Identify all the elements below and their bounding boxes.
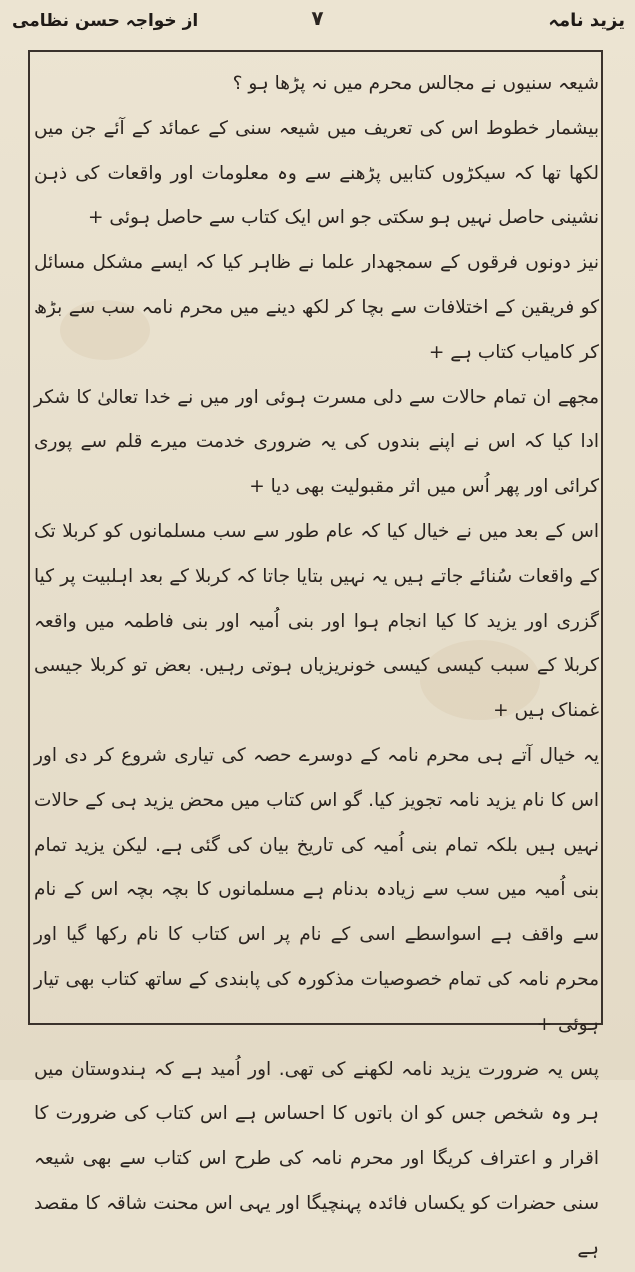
paragraph: مجھے ان تمام حالات سے دلی مسرت ہوئی اور میں نے خدا تعالیٰ کا شکر ادا کیا کہ اس نے اپنے بندوں کی یہ ضروری خدمت میرے قلم سے پوری کرائی اور پھر اُس میں اثر مقبولیت بھی دیا + xyxy=(34,386,599,498)
paragraph: شیعہ سنیوں نے مجالس محرم میں نہ پڑھا ہو ؟ xyxy=(232,73,599,94)
paragraph: نیز دونوں فرقوں کے سمجھدار علما نے ظاہر کیا کہ ایسے مشکل مسائل کو فریقین کے اختلافات سے بچا کر لکھ دینے میں محرم نامہ سب سے بڑھ کر کامیاب کتاب ہے + xyxy=(34,252,599,363)
page-header xyxy=(0,0,635,44)
running-title: یزید نامہ xyxy=(548,10,625,31)
paragraph: بیشمار خطوط اس کی تعریف میں شیعہ سنی کے عمائد کے آئے جن میں لکھا تھا کہ سیکڑوں کتابیں پڑھنے سے وہ معلومات اور واقعات کی ذہن نشینی حاصل نہیں ہو سکتی جو اس ایک کتاب سے حاصل ہوئی + xyxy=(34,117,599,229)
body-text xyxy=(34,62,599,1259)
paragraph: پس یہ ضرورت یزید نامہ لکھنے کی تھی. اور اُمید ہے کہ ہندوستان میں ہر وہ شخص جس کو ان باتوں کا احساس ہے اس کتاب کی ضرورت کا اقرار و اعتراف کریگا اور محرم نامہ کی طرح اس کتاب سے بھی شیعہ سنی حضرات کو یکساں فائدہ پہنچیگا اور یہی اس محنت شاقہ کا مقصد ہے xyxy=(34,1058,599,1259)
page-number: ۷ xyxy=(311,6,324,30)
running-author: از خواجہ حسن نظامی xyxy=(12,11,199,31)
paragraph: اس کے بعد میں نے خیال کیا کہ عام طور سے سب مسلمانوں کو کربلا تک کے واقعات سُنائے جاتے ہیں یہ نہیں بتایا جاتا کہ کربلا کے بعد اہلبیت پر کیا گزری اور یزید کا کیا انجام ہوا اور بنی اُمیہ اور بنی فاطمہ میں واقعہ کربلا کے سبب کیسی کیسی خونریزیاں ہوتی رہیں. بعض تو کربلا جیسی غمناک ہیں + xyxy=(34,520,599,722)
paragraph: یہ خیال آتے ہی محرم نامہ کے دوسرے حصہ کی تیاری شروع کر دی اور اس کا نام یزید نامہ تجویز کیا. گو اس کتاب میں محض یزید ہی کے حالات نہیں ہیں بلکہ تمام بنی اُمیہ کی تاریخ بیان کی گئی ہے. لیکن یزید تمام بنی اُمیہ میں سب سے زیادہ بدنام ہے مسلمانوں کا بچہ بچہ اس کے نام سے واقف ہے اسواسطے اسی کے نام پر اس کتاب کا نام رکھا گیا اور محرم نامہ کی تمام خصوصیات مذکورہ کی پابندی کے ساتھ کتاب بھی تیار ہوئی + xyxy=(34,744,599,1035)
